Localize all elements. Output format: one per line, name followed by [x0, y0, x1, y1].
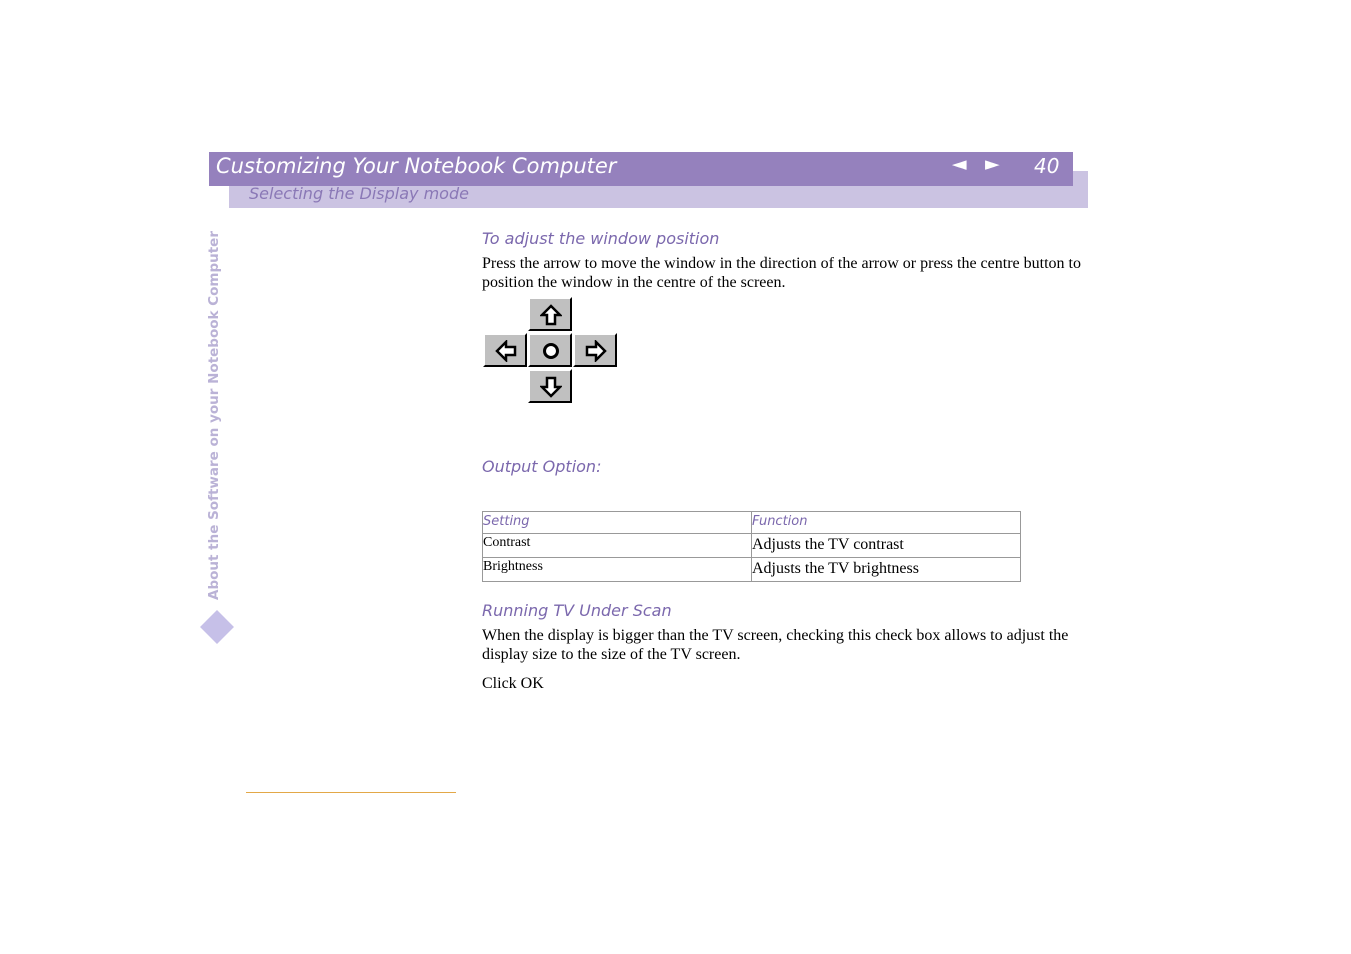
arrow-right-icon	[585, 340, 607, 362]
next-page-button[interactable]: ►	[985, 153, 1000, 175]
setting-cell: Brightness	[483, 558, 752, 582]
diamond-icon	[200, 610, 234, 644]
arrow-down-icon	[540, 376, 562, 398]
move-right-button[interactable]	[573, 333, 617, 367]
document-title: Customizing Your Notebook Computer	[216, 154, 617, 178]
function-cell: Adjusts the TV contrast	[752, 534, 1021, 558]
move-left-button[interactable]	[483, 333, 527, 367]
center-circle-icon	[540, 340, 562, 362]
tv-underscan-text: When the display is bigger than the TV screen, checking this check box allows to adjust the display size to the size of the TV screen.	[482, 627, 1069, 663]
previous-page-button[interactable]: ◄	[952, 153, 967, 175]
output-option-heading: Output Option:	[482, 457, 602, 476]
column-header-function: Function	[752, 512, 1021, 534]
sidebar-chapter-label: About the Software on your Notebook Computer	[206, 231, 222, 600]
center-window-button[interactable]	[528, 333, 572, 367]
arrow-up-icon	[540, 304, 562, 326]
function-cell: Adjusts the TV brightness	[752, 558, 1021, 582]
section-title: Selecting the Display mode	[249, 184, 469, 203]
output-settings-table	[482, 511, 1021, 582]
window-position-heading: To adjust the window position	[482, 229, 720, 248]
footnote-divider	[246, 792, 456, 793]
move-up-button[interactable]	[528, 297, 572, 331]
table-row	[483, 534, 1021, 558]
column-header-setting: Setting	[483, 512, 752, 534]
window-position-text: Press the arrow to move the window in the direction of the arrow or press the centre button to position the window in the centre of the screen.	[482, 255, 1081, 291]
setting-cell: Contrast	[483, 534, 752, 558]
table-header-row	[483, 512, 1021, 534]
tv-underscan-heading: Running TV Under Scan	[482, 601, 672, 620]
arrow-pad	[482, 295, 619, 404]
page-number: 40	[1034, 154, 1060, 178]
arrow-left-icon	[495, 340, 517, 362]
move-down-button[interactable]	[528, 369, 572, 403]
click-ok-instruction: Click OK	[482, 675, 544, 692]
table-row	[483, 558, 1021, 582]
